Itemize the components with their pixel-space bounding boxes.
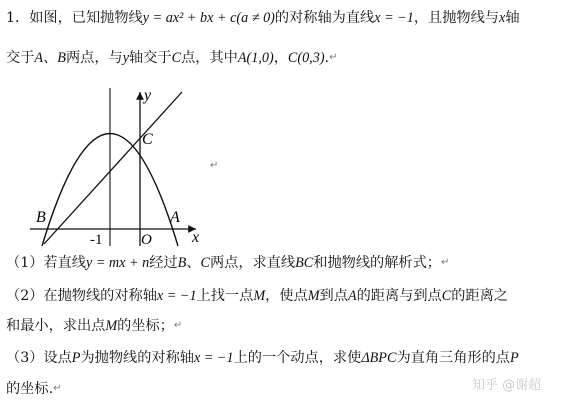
point-B-label: B: [36, 209, 46, 226]
text: ，且抛物线与: [413, 10, 499, 26]
point-C-coordinates: C(0,3): [287, 50, 325, 66]
text: 如图，已知抛物线: [29, 10, 143, 26]
text: 上的一个动点，求使: [233, 350, 362, 366]
text: 为抛物线的对称轴: [80, 350, 194, 366]
question-3-line-2: [6, 380, 61, 398]
text: 的对称轴为直线: [274, 10, 375, 26]
text: 和抛物线的解析式；: [313, 255, 441, 271]
text: 两点，求直线: [209, 255, 296, 271]
text: 轴交于: [129, 50, 172, 66]
text: 两点，与: [65, 50, 123, 66]
text: 的坐标；: [117, 318, 174, 334]
paragraph-mark-icon: ↵: [53, 383, 62, 394]
line-equation: y = mx + n: [85, 255, 150, 271]
paragraph-mark-icon: ↵: [440, 257, 450, 268]
x-variable: x: [499, 10, 506, 26]
point-B-label: B: [57, 50, 66, 66]
problem-line-2: [6, 49, 337, 67]
question-1: [6, 254, 449, 272]
point-A-label: A: [170, 209, 180, 226]
paragraph-mark-icon: ↵: [210, 160, 219, 171]
text: 、: [186, 255, 201, 271]
problem-number: 1．: [6, 10, 30, 26]
line-BC-label: BC: [295, 255, 314, 271]
text: 、: [43, 50, 58, 66]
point-M-label: M: [253, 288, 266, 304]
text: （1）若直线: [6, 255, 86, 271]
line-BC: [44, 92, 182, 244]
text: （3）设点: [6, 350, 72, 366]
origin-label: O: [141, 232, 152, 248]
axis-equation: x = −1: [374, 10, 414, 26]
point-M-label: M: [105, 318, 118, 334]
watermark: 知乎 @谢超: [472, 378, 542, 393]
paragraph-mark-icon: ↵: [329, 52, 338, 63]
point-C-label: C: [171, 50, 182, 66]
parabola-figure: [24, 84, 214, 249]
parabola-equation: y = ax² + bx + c(a ≠ 0): [142, 10, 275, 26]
text: 经过: [149, 255, 178, 271]
point-B-label: B: [177, 255, 187, 271]
text: 轴: [505, 10, 520, 26]
y-axis-label: y: [144, 87, 152, 104]
text: 和最小，求出点: [6, 318, 106, 334]
point-C-label: C: [142, 131, 153, 148]
point-M-label: M: [307, 288, 320, 304]
text: 交于: [6, 50, 35, 66]
point-C-label: C: [441, 288, 452, 304]
point-P-label: P: [509, 350, 519, 366]
triangle-BPC-label: ΔBPC: [361, 350, 397, 366]
point-C-label: C: [200, 255, 210, 271]
axis-equation: x = −1: [193, 350, 234, 366]
point-A-label: A: [347, 288, 357, 304]
y-variable: y: [122, 50, 130, 66]
problem-line-1: [6, 9, 520, 27]
text: 为直角三角形的点: [396, 350, 510, 366]
text: 到点: [319, 288, 348, 304]
tick-label-neg1: -1: [90, 232, 103, 248]
text: ，: [273, 50, 288, 66]
point-A-label: A: [34, 50, 44, 66]
text: 的距离之: [451, 288, 508, 304]
text: 上找一点: [196, 288, 254, 304]
text: ，使点: [265, 288, 308, 304]
text: .: [324, 50, 330, 66]
x-axis-label: x: [192, 229, 200, 246]
text: （2）在抛物线的对称轴: [6, 288, 157, 304]
text: 的距离与到点: [356, 288, 442, 304]
point-A-coordinates: A(1,0): [237, 50, 274, 66]
point-P-label: P: [71, 350, 81, 366]
text: 点，其中: [181, 50, 238, 66]
question-2-line-2: [6, 317, 182, 335]
axis-equation: x = −1: [156, 288, 197, 304]
text: 的坐标.: [6, 381, 54, 397]
question-3-line-1: [6, 349, 519, 367]
question-2-line-1: [6, 287, 508, 305]
paragraph-mark-icon: ↵: [173, 320, 183, 331]
